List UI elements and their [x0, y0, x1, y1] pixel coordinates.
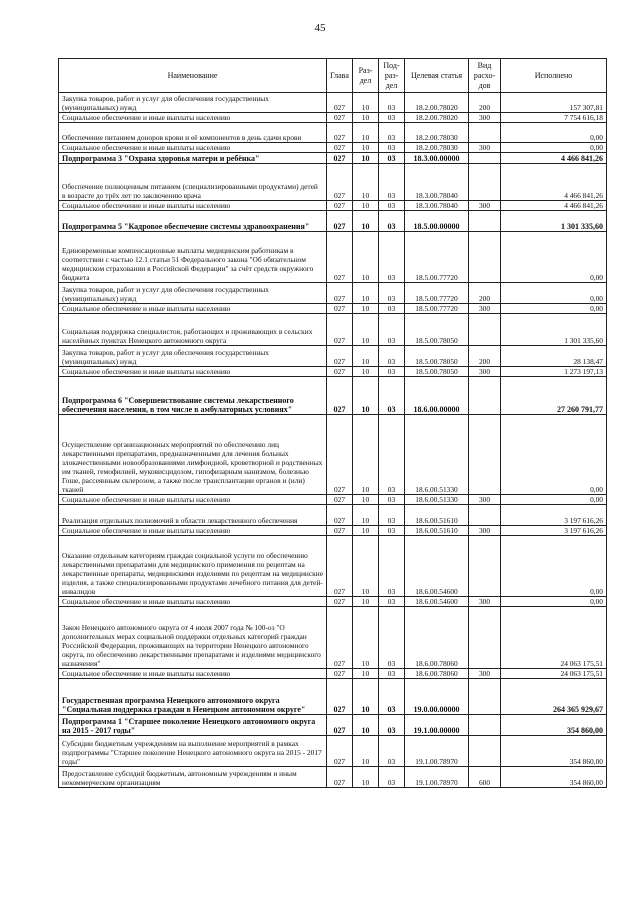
- row-podrazdel: 03: [379, 283, 405, 304]
- row-ispolneno: 0,00: [501, 495, 607, 505]
- row-razdel: 10: [353, 597, 379, 607]
- row-glava: 027: [327, 93, 353, 113]
- row-stat: 18.2.00.78020: [405, 93, 469, 113]
- row-ispolneno: 4 466 841,26: [501, 201, 607, 211]
- row-stat: 19.1.00.00000: [405, 715, 469, 736]
- row-razdel: 10: [353, 164, 379, 201]
- row-name: Социальная поддержка специалистов, работающих и проживающих в сельских населённых пунктах Ненецкого автономного округа: [59, 314, 327, 346]
- row-stat: 18.5.00.78050: [405, 367, 469, 377]
- row-razdel: 10: [353, 526, 379, 536]
- table-row: [59, 113, 607, 123]
- row-podrazdel: 03: [379, 367, 405, 377]
- row-ispolneno: 3 197 616,26: [501, 526, 607, 536]
- row-podrazdel: 03: [379, 232, 405, 283]
- row-vid: 300: [469, 597, 501, 607]
- row-name: Оказание отдельным категориям граждан социальной услуги по обеспечению лекарственными препаратами для медицинского применения по рецептам на лекарственные препараты, медицинскими изделиями по рецептам на медицинские изделия, а также специализированными продуктами лечебного питания для детей-инвалидов: [59, 536, 327, 597]
- row-vid: [469, 232, 501, 283]
- row-name: Социальное обеспечение и иные выплаты населению: [59, 495, 327, 505]
- row-razdel: 10: [353, 304, 379, 314]
- row-vid: 300: [469, 367, 501, 377]
- row-razdel: 10: [353, 123, 379, 143]
- row-ispolneno: 0,00: [501, 232, 607, 283]
- row-razdel: 10: [353, 607, 379, 669]
- row-podrazdel: 03: [379, 113, 405, 123]
- row-ispolneno: 24 063 175,51: [501, 669, 607, 679]
- table-row: [59, 201, 607, 211]
- row-ispolneno: 4 466 841,26: [501, 153, 607, 164]
- table-row: [59, 232, 607, 283]
- row-podrazdel: 03: [379, 526, 405, 536]
- row-razdel: 10: [353, 283, 379, 304]
- row-stat: 18.3.00.78040: [405, 201, 469, 211]
- table-row: [59, 505, 607, 526]
- row-name: Реализация отдельных полномочий в области лекарственного обеспечения: [59, 505, 327, 526]
- row-glava: 027: [327, 736, 353, 767]
- row-glava: 027: [327, 377, 353, 415]
- row-name: Обеспечение питанием доноров крови и её компонентов в день сдачи крови: [59, 123, 327, 143]
- row-vid: [469, 123, 501, 143]
- row-name: Осуществление организационных мероприятий по обеспечению лиц лекарственными препаратами, предназначенными для лечения больных злокачественными новообразованиями лимфоидной, кроветворной и родственных им тканей, гемофилией, муковисцидозом, гипофизарным нанизмом, болезнью Гоше, рассеянным склерозом, а также после трансплантации органов и (или) тканей: [59, 415, 327, 495]
- row-stat: 18.2.00.78030: [405, 143, 469, 153]
- row-razdel: 10: [353, 536, 379, 597]
- row-podrazdel: 03: [379, 153, 405, 164]
- row-vid: 300: [469, 526, 501, 536]
- row-vid: [469, 536, 501, 597]
- row-ispolneno: 0,00: [501, 597, 607, 607]
- row-razdel: 10: [353, 736, 379, 767]
- row-stat: 18.5.00.78050: [405, 314, 469, 346]
- row-ispolneno: 354 860,00: [501, 767, 607, 788]
- row-glava: 027: [327, 346, 353, 367]
- row-vid: 300: [469, 669, 501, 679]
- row-stat: 18.2.00.78020: [405, 113, 469, 123]
- row-name: Социальное обеспечение и иные выплаты населению: [59, 367, 327, 377]
- row-razdel: 10: [353, 93, 379, 113]
- row-glava: 027: [327, 715, 353, 736]
- row-ispolneno: 0,00: [501, 143, 607, 153]
- row-glava: 027: [327, 367, 353, 377]
- row-ispolneno: 0,00: [501, 283, 607, 304]
- row-ispolneno: 0,00: [501, 123, 607, 143]
- row-name: Социальное обеспечение и иные выплаты населению: [59, 526, 327, 536]
- row-glava: 027: [327, 495, 353, 505]
- row-razdel: 10: [353, 153, 379, 164]
- row-ispolneno: 28 138,47: [501, 346, 607, 367]
- row-glava: 027: [327, 211, 353, 232]
- row-stat: 18.6.00.51610: [405, 505, 469, 526]
- row-razdel: 10: [353, 113, 379, 123]
- row-glava: 027: [327, 113, 353, 123]
- row-vid: 200: [469, 93, 501, 113]
- table-row: [59, 526, 607, 536]
- row-name: Закупка товаров, работ и услуг для обеспечения государственных (муниципальных) нужд: [59, 283, 327, 304]
- row-name: Предоставление субсидий бюджетным, автономным учреждениям и иным некоммерческим организациям: [59, 767, 327, 788]
- table-row: [59, 93, 607, 113]
- table-row: [59, 346, 607, 367]
- row-stat: 19.1.00.78970: [405, 767, 469, 788]
- table-header-row: [59, 59, 607, 93]
- row-ispolneno: 354 860,00: [501, 715, 607, 736]
- row-podrazdel: 03: [379, 123, 405, 143]
- row-podrazdel: 03: [379, 607, 405, 669]
- row-ispolneno: 157 307,81: [501, 93, 607, 113]
- header-razdel: Раз- дел: [353, 59, 379, 93]
- row-podrazdel: 03: [379, 93, 405, 113]
- row-glava: 027: [327, 767, 353, 788]
- header-vid: Вид расхо- дов: [469, 59, 501, 93]
- row-podrazdel: 03: [379, 597, 405, 607]
- row-razdel: 10: [353, 201, 379, 211]
- row-vid: 300: [469, 304, 501, 314]
- row-podrazdel: 03: [379, 143, 405, 153]
- table-row: [59, 367, 607, 377]
- row-glava: 027: [327, 597, 353, 607]
- row-name: Закон Ненецкого автономного округа от 4 июля 2007 года № 100-оз "О дополнительных мерах социальной поддержки отдельных категорий граждан Российской Федерации, проживающих на территории Ненецкого автономного округа, по обеспечению лекарственными препаратами и изделиями медицинского назначения": [59, 607, 327, 669]
- row-vid: [469, 377, 501, 415]
- row-stat: 18.6.00.54600: [405, 597, 469, 607]
- row-razdel: 10: [353, 211, 379, 232]
- row-vid: 300: [469, 143, 501, 153]
- row-vid: [469, 679, 501, 715]
- row-podrazdel: 03: [379, 669, 405, 679]
- header-podrazdel: Под- раз- дел: [379, 59, 405, 93]
- row-name: Обеспечение полноценным питанием (специализированными продуктами) детей в возрасте до трёх лет по заключению врача: [59, 164, 327, 201]
- row-razdel: 10: [353, 314, 379, 346]
- row-vid: [469, 607, 501, 669]
- row-name: Субсидии бюджетным учреждениям на выполнение мероприятий в рамках подпрограммы "Старшее поколение Ненецкого автономного округа на 2015 - 2017 годы": [59, 736, 327, 767]
- table-row: [59, 211, 607, 232]
- row-podrazdel: 03: [379, 495, 405, 505]
- row-stat: 18.6.00.78060: [405, 607, 469, 669]
- row-stat: 19.1.00.78970: [405, 736, 469, 767]
- table-row: [59, 767, 607, 788]
- row-glava: 027: [327, 526, 353, 536]
- row-vid: 300: [469, 113, 501, 123]
- budget-table: [58, 58, 607, 788]
- row-podrazdel: 03: [379, 736, 405, 767]
- row-vid: [469, 415, 501, 495]
- row-name: Социальное обеспечение и иные выплаты населению: [59, 143, 327, 153]
- row-ispolneno: 1 301 335,60: [501, 211, 607, 232]
- row-ispolneno: 1 301 335,60: [501, 314, 607, 346]
- row-stat: 18.5.00.77720: [405, 304, 469, 314]
- row-stat: 18.5.00.00000: [405, 211, 469, 232]
- row-razdel: 10: [353, 143, 379, 153]
- row-podrazdel: 03: [379, 715, 405, 736]
- table-row: [59, 536, 607, 597]
- row-podrazdel: 03: [379, 346, 405, 367]
- row-ispolneno: 1 273 197,13: [501, 367, 607, 377]
- table-row: [59, 164, 607, 201]
- row-vid: [469, 736, 501, 767]
- header-stat: Целевая статья: [405, 59, 469, 93]
- row-stat: 19.0.00.00000: [405, 679, 469, 715]
- row-ispolneno: 0,00: [501, 536, 607, 597]
- row-name: Закупка товаров, работ и услуг для обеспечения государственных (муниципальных) нужд: [59, 346, 327, 367]
- row-podrazdel: 03: [379, 201, 405, 211]
- table-row: [59, 314, 607, 346]
- row-stat: 18.3.00.78040: [405, 164, 469, 201]
- row-glava: 027: [327, 314, 353, 346]
- row-glava: 027: [327, 607, 353, 669]
- row-name: Подпрограмма 1 "Старшее поколение Ненецкого автономного округа на 2015 - 2017 годы": [59, 715, 327, 736]
- row-glava: 027: [327, 669, 353, 679]
- row-razdel: 10: [353, 669, 379, 679]
- table-row: [59, 679, 607, 715]
- row-stat: 18.5.00.77720: [405, 232, 469, 283]
- row-vid: 300: [469, 495, 501, 505]
- row-ispolneno: 4 466 841,26: [501, 164, 607, 201]
- row-vid: [469, 715, 501, 736]
- row-podrazdel: 03: [379, 679, 405, 715]
- row-vid: 200: [469, 283, 501, 304]
- row-ispolneno: 24 063 175,51: [501, 607, 607, 669]
- row-razdel: 10: [353, 679, 379, 715]
- table-row: [59, 415, 607, 495]
- table-row: [59, 736, 607, 767]
- row-stat: 18.6.00.00000: [405, 377, 469, 415]
- page-number: 45: [314, 22, 326, 34]
- row-vid: [469, 314, 501, 346]
- row-ispolneno: 0,00: [501, 304, 607, 314]
- row-name: Закупка товаров, работ и услуг для обеспечения государственных (муниципальных) нужд: [59, 93, 327, 113]
- table-row: [59, 123, 607, 143]
- row-razdel: 10: [353, 377, 379, 415]
- row-stat: 18.6.00.54600: [405, 536, 469, 597]
- table-row: [59, 143, 607, 153]
- row-name: Социальное обеспечение и иные выплаты населению: [59, 304, 327, 314]
- row-podrazdel: 03: [379, 314, 405, 346]
- row-name: Государственная программа Ненецкого автономного округа "Социальная поддержка граждан в Ненецком автономном округе": [59, 679, 327, 715]
- row-name: Социальное обеспечение и иные выплаты населению: [59, 669, 327, 679]
- row-name: Подпрограмма 6 "Совершенствование системы лекарственного обеспечения населения, в том числе в амбулаторных условиях": [59, 377, 327, 415]
- header-ispolneno: Исполнено: [501, 59, 607, 93]
- row-glava: 027: [327, 283, 353, 304]
- row-vid: 600: [469, 767, 501, 788]
- row-name: Единовременные компенсационные выплаты медицинским работникам в соответствии с частью 12.1 статьи 51 Федерального закона "Об обязательном медицинском страховании в Российской Федерации" за счёт средств окружного бюджета: [59, 232, 327, 283]
- row-ispolneno: 354 860,00: [501, 736, 607, 767]
- row-glava: 027: [327, 123, 353, 143]
- row-vid: 300: [469, 201, 501, 211]
- row-ispolneno: 27 260 791,77: [501, 377, 607, 415]
- table-row: [59, 669, 607, 679]
- row-glava: 027: [327, 201, 353, 211]
- row-vid: [469, 153, 501, 164]
- row-stat: 18.6.00.51610: [405, 526, 469, 536]
- row-podrazdel: 03: [379, 415, 405, 495]
- row-ispolneno: 264 365 929,67: [501, 679, 607, 715]
- table-row: [59, 597, 607, 607]
- row-ispolneno: 0,00: [501, 415, 607, 495]
- row-stat: 18.3.00.00000: [405, 153, 469, 164]
- row-vid: 200: [469, 346, 501, 367]
- row-name: Подпрограмма 5 "Кадровое обеспечение системы здравоохранения": [59, 211, 327, 232]
- row-vid: [469, 211, 501, 232]
- row-glava: 027: [327, 679, 353, 715]
- row-podrazdel: 03: [379, 211, 405, 232]
- row-podrazdel: 03: [379, 505, 405, 526]
- row-podrazdel: 03: [379, 767, 405, 788]
- row-razdel: 10: [353, 232, 379, 283]
- header-name: Наименование: [59, 59, 327, 93]
- row-razdel: 10: [353, 415, 379, 495]
- row-podrazdel: 03: [379, 377, 405, 415]
- table-row: [59, 304, 607, 314]
- table-body: [59, 93, 607, 788]
- table-row: [59, 377, 607, 415]
- row-razdel: 10: [353, 505, 379, 526]
- row-stat: 18.6.00.78060: [405, 669, 469, 679]
- row-razdel: 10: [353, 495, 379, 505]
- row-glava: 027: [327, 232, 353, 283]
- row-glava: 027: [327, 536, 353, 597]
- row-stat: 18.6.00.51330: [405, 495, 469, 505]
- row-name: Социальное обеспечение и иные выплаты населению: [59, 597, 327, 607]
- row-podrazdel: 03: [379, 164, 405, 201]
- row-name: Подпрограмма 3 "Охрана здоровья матери и ребёнка": [59, 153, 327, 164]
- row-glava: 027: [327, 164, 353, 201]
- table-row: [59, 495, 607, 505]
- row-glava: 027: [327, 415, 353, 495]
- row-glava: 027: [327, 304, 353, 314]
- header-glava: Глава: [327, 59, 353, 93]
- table-row: [59, 283, 607, 304]
- row-razdel: 10: [353, 346, 379, 367]
- row-glava: 027: [327, 143, 353, 153]
- row-stat: 18.6.00.51330: [405, 415, 469, 495]
- row-vid: [469, 505, 501, 526]
- table-row: [59, 153, 607, 164]
- row-stat: 18.5.00.78050: [405, 346, 469, 367]
- row-podrazdel: 03: [379, 304, 405, 314]
- row-stat: 18.2.00.78030: [405, 123, 469, 143]
- row-razdel: 10: [353, 767, 379, 788]
- row-razdel: 10: [353, 715, 379, 736]
- row-vid: [469, 164, 501, 201]
- row-stat: 18.5.00.77720: [405, 283, 469, 304]
- table-row: [59, 715, 607, 736]
- row-ispolneno: 7 754 616,18: [501, 113, 607, 123]
- row-podrazdel: 03: [379, 536, 405, 597]
- row-ispolneno: 3 197 616,26: [501, 505, 607, 526]
- row-name: Социальное обеспечение и иные выплаты населению: [59, 201, 327, 211]
- row-glava: 027: [327, 153, 353, 164]
- row-razdel: 10: [353, 367, 379, 377]
- row-glava: 027: [327, 505, 353, 526]
- table-row: [59, 607, 607, 669]
- row-name: Социальное обеспечение и иные выплаты населению: [59, 113, 327, 123]
